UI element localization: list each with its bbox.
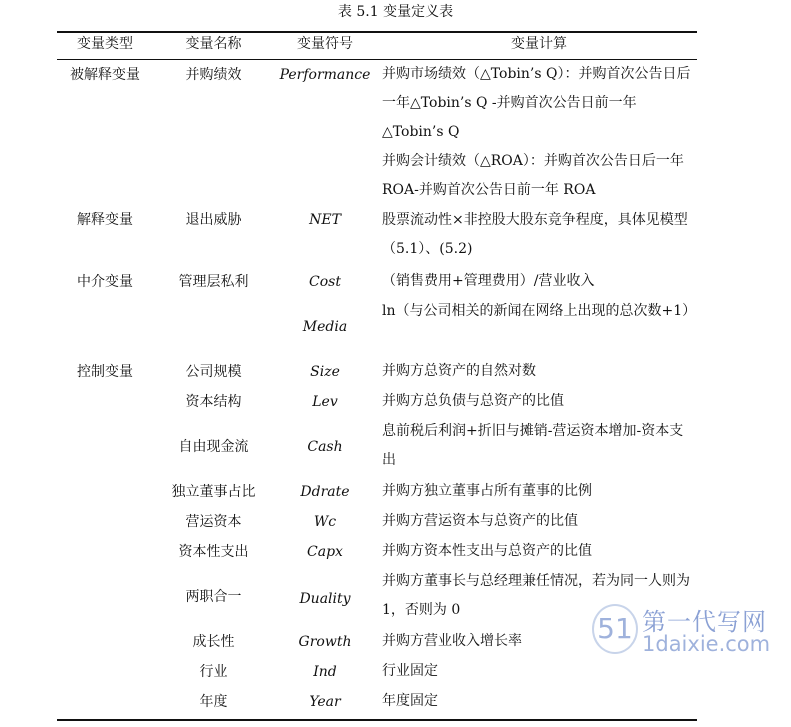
- table-row-name: 独立董事占比: [171, 484, 256, 500]
- table-row-name: 成长性: [192, 634, 235, 650]
- table-row-calc: 并购市场绩效（△Tobin’s Q）：并购首次公告日后一年△Tobin’s Q -并购首次公告日前一年△Tobin’s Q: [382, 66, 691, 140]
- table-row-name: 年度: [199, 694, 228, 710]
- table-row-calc: 并购方总负债与总资产的比值: [382, 393, 564, 409]
- table-row-symbol: Duality: [299, 591, 351, 607]
- table-row-calc: 并购方总资产的自然对数: [382, 363, 536, 379]
- table-row-type: 被解释变量: [70, 67, 140, 83]
- table-bottom-rule: [57, 719, 697, 721]
- table-row-symbol: Ind: [313, 664, 337, 680]
- header-variable-name: 变量名称: [185, 36, 242, 52]
- header-variable-type: 变量类型: [77, 36, 133, 52]
- table-row-type: 解释变量: [77, 212, 133, 228]
- table-row-calc: 股票流动性×非控股大股东竞争程度，具体见模型（5.1）、(5.2): [382, 212, 688, 257]
- table-row-name: 营运资本: [185, 514, 242, 530]
- table-row-type: 控制变量: [77, 364, 133, 380]
- header-variable-symbol: 变量符号: [297, 36, 353, 52]
- watermark-url: 1daixie.com: [642, 632, 771, 656]
- table-row-calc: 并购方营业收入增长率: [382, 633, 522, 649]
- table-row-symbol: Year: [309, 694, 341, 710]
- table-row-name: 资本结构: [185, 394, 242, 410]
- table-row-calc: 并购方董事长与总经理兼任情况，若为同一人则为 1，否则为 0: [382, 573, 690, 618]
- table-row-calc: 年度固定: [382, 693, 438, 709]
- table-row-calc: 并购方营运资本与总资产的比值: [382, 513, 578, 529]
- watermark-logo-icon: 51: [592, 604, 638, 654]
- table-row-symbol: Cash: [307, 439, 343, 455]
- table-row-symbol: NET: [309, 212, 341, 228]
- table-row-name: 自由现金流: [178, 439, 249, 455]
- table-row-symbol: Cost: [309, 274, 341, 290]
- table-row-symbol: Media: [302, 319, 348, 335]
- table-row-type: 中介变量: [77, 274, 133, 290]
- table-row-symbol: Lev: [312, 394, 338, 410]
- table-row-name: 管理层私利: [178, 274, 249, 290]
- table-row-calc: （销售费用+管理费用）/营业收入: [382, 273, 595, 289]
- table-row-name: 资本性支出: [178, 544, 249, 560]
- table-row-symbol: Capx: [307, 544, 343, 560]
- table-row-symbol: Growth: [298, 634, 352, 650]
- table-row-name: 并购绩效: [185, 67, 242, 83]
- table-row-symbol: Performance: [279, 67, 371, 83]
- table-caption: 表 5.1 变量定义表: [337, 4, 454, 20]
- table-row-name: 行业: [199, 664, 228, 680]
- watermark-title: 第一代写网: [642, 608, 767, 636]
- table-row-calc: 并购方独立董事占所有董事的比例: [382, 483, 592, 499]
- table-row-calc: 息前税后利润+折旧与摊销-营运资本增加-资本支出: [382, 423, 684, 468]
- table-row-calc: ln（与公司相关的新闻在网络上出现的总次数+1）: [382, 303, 697, 319]
- watermark: [592, 602, 782, 662]
- table-row-name: 退出威胁: [185, 212, 242, 228]
- table-row-calc: 行业固定: [382, 663, 438, 679]
- table-row-symbol: Size: [310, 364, 340, 380]
- table-row-calc: 并购会计绩效（△ROA）：并购首次公告日后一年 ROA-并购首次公告日前一年 ROA: [382, 153, 684, 198]
- table-row-calc: 并购方资本性支出与总资产的比值: [382, 543, 592, 559]
- table-row-symbol: Wc: [313, 514, 337, 530]
- table-top-rule: [57, 31, 697, 33]
- header-variable-calculation: 变量计算: [511, 36, 567, 52]
- table-row-symbol: Ddrate: [300, 484, 350, 500]
- table-row-name: 公司规模: [185, 364, 242, 380]
- table-row-name: 两职合一: [185, 589, 242, 605]
